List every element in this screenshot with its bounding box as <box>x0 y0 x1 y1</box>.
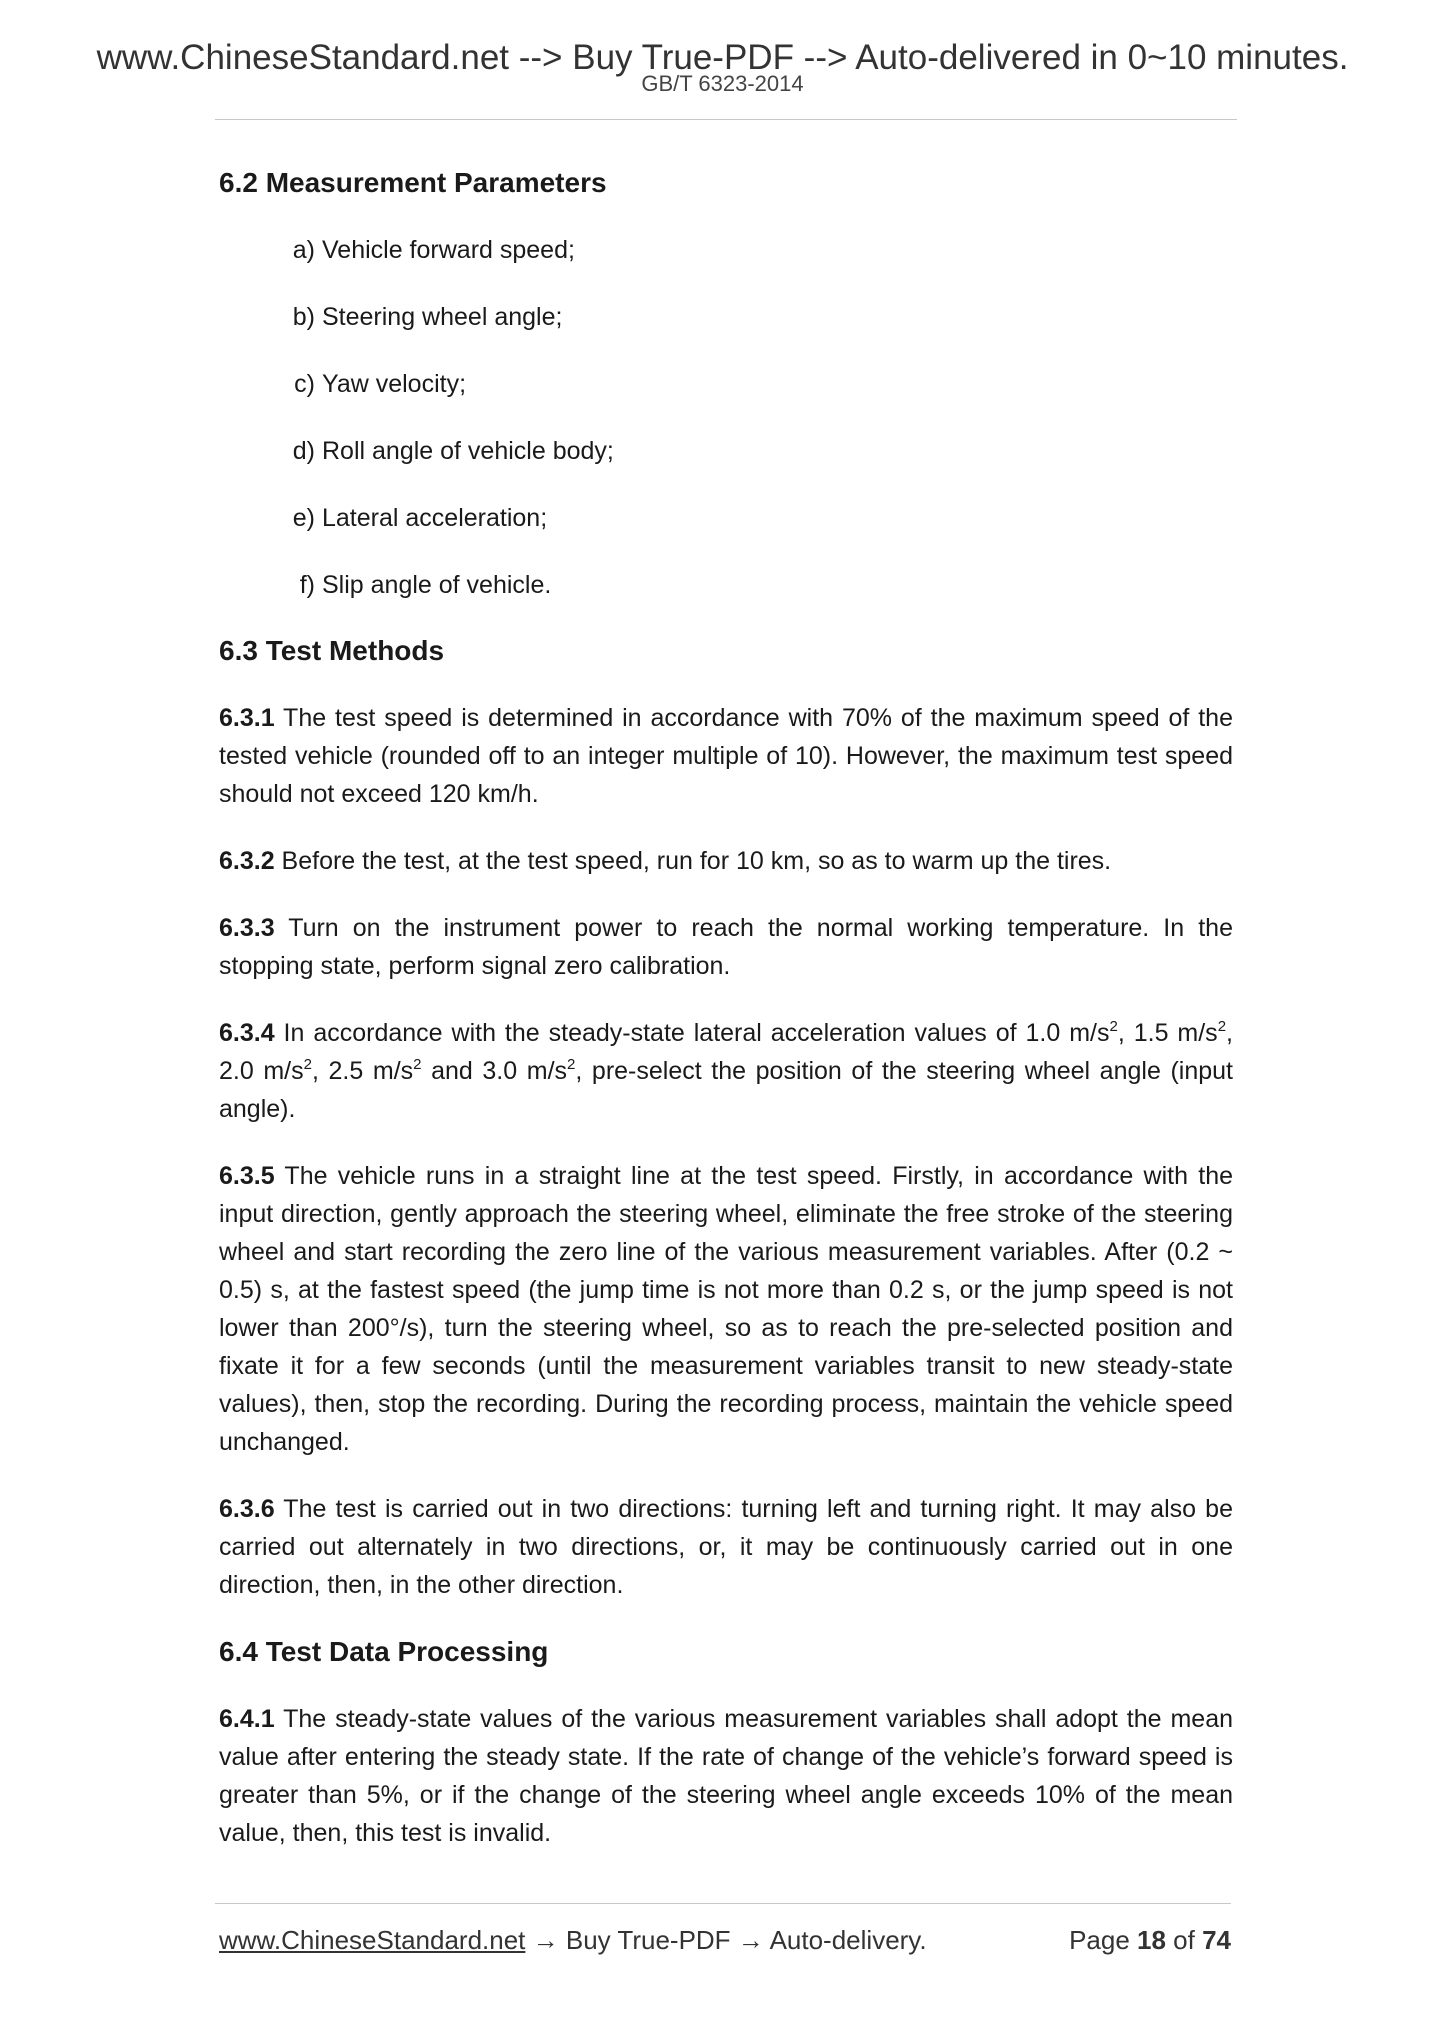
header-banner: www.ChineseStandard.net --> Buy True-PDF --> Auto-delivered in 0~10 minutes. <box>96 38 1349 77</box>
list-item-text: Steering wheel angle; <box>322 303 563 331</box>
clause-text: Before the test, at the test speed, run for 10 km, so as to warm up the tires. <box>274 847 1112 875</box>
clause-text: The steady-state values of the various measurement variables shall adopt the mean value after entering the steady state. If the rate of change of the vehicle’s forward speed is greater than 5%, or if the change of the steering wheel angle exceeds 10% of the mean value, then, this test is invalid. <box>219 1705 1233 1847</box>
clause-number: 6.3.3 <box>219 914 275 942</box>
list-marker: e) <box>292 504 315 532</box>
superscript: 2 <box>1109 1018 1118 1035</box>
clause-text: , pre-select the position of the steering wheel angle (input angle). <box>219 1057 1233 1123</box>
clause-6-3-3 <box>219 909 1233 985</box>
clause-6-4-1 <box>219 1700 1233 1852</box>
page-number: 18 <box>1137 1925 1166 1955</box>
of-label: of <box>1165 1925 1203 1955</box>
superscript: 2 <box>567 1056 576 1073</box>
clause-6-3-5 <box>219 1157 1233 1461</box>
list-item <box>219 432 1233 470</box>
clause-text: , 2.5 m/s <box>311 1057 414 1085</box>
clause-text: The test speed is determined in accordance with 70% of the maximum speed of the tested vehicle (rounded off to an integer multiple of 10). However, the maximum test speed should not exceed 120 km/h. <box>219 704 1233 808</box>
list-item <box>219 231 1233 269</box>
measurement-parameter-list <box>219 231 1233 604</box>
list-marker: f) <box>299 571 315 599</box>
list-marker: b) <box>292 303 315 331</box>
clause-number: 6.4.1 <box>219 1705 275 1733</box>
clause-text: and 3.0 m/s <box>421 1057 568 1085</box>
list-item-text: Yaw velocity; <box>322 370 467 398</box>
clause-6-3-6 <box>219 1490 1233 1604</box>
header-divider <box>215 119 1237 120</box>
list-item-text: Lateral acceleration; <box>322 504 548 532</box>
superscript: 2 <box>1217 1018 1227 1035</box>
section-heading-6-2: 6.2 Measurement Parameters <box>219 167 607 198</box>
clause-6-3-1 <box>219 699 1233 813</box>
page-footer <box>219 1922 1231 1958</box>
standard-code: GB/T 6323-2014 <box>641 71 804 96</box>
list-item-text: Slip angle of vehicle. <box>322 571 552 599</box>
section-heading-6-4: 6.4 Test Data Processing <box>219 1636 549 1667</box>
clause-text: The vehicle runs in a straight line at the test speed. Firstly, in accordance with the input direction, gently approach the steering wheel, eliminate the free stroke of the steering wheel and start recording the zero line of the various measurement variables. After (0.2 ~ 0.5) s, at the fastest speed (the jump time is not more than 0.2 s, or the jump speed is not lower than 200°/s), turn the steering wheel, so as to reach the pre-selected position and fixate it for a few seconds (until the measurement variables transit to new steady-state values), then, stop the recording. During the recording process, maintain the vehicle speed unchanged. <box>219 1162 1233 1456</box>
list-marker: c) <box>294 370 315 398</box>
clause-text: , 1.5 m/s <box>1117 1019 1218 1047</box>
clause-text: The test is carried out in two directions: turning left and turning right. It may also be carried out alternately in two directions, or, it may be continuously carried out in one direction, then, in the other direction. <box>219 1495 1233 1599</box>
clause-number: 6.3.5 <box>219 1162 275 1190</box>
clause-number: 6.3.2 <box>219 847 275 875</box>
clause-text: , 2.0 m/s <box>219 1019 1233 1085</box>
footer-divider <box>215 1903 1231 1904</box>
list-item <box>219 298 1233 336</box>
page-total: 74 <box>1202 1925 1231 1955</box>
clause-text: In accordance with the steady-state lateral acceleration values of 1.0 m/s <box>274 1019 1110 1047</box>
page-indicator <box>1069 1922 1231 1958</box>
superscript: 2 <box>413 1056 422 1073</box>
clause-number: 6.3.6 <box>219 1495 275 1523</box>
list-item <box>219 566 1233 604</box>
list-item-text: Vehicle forward speed; <box>322 236 575 264</box>
clause-number: 6.3.4 <box>219 1019 275 1047</box>
footer-promo-text: → Buy True-PDF → Auto-delivery. <box>525 1925 927 1955</box>
clause-6-3-2 <box>219 842 1233 880</box>
page-label: Page <box>1069 1925 1138 1955</box>
list-item-text: Roll angle of vehicle body; <box>322 437 614 465</box>
superscript: 2 <box>303 1056 312 1073</box>
list-item <box>219 365 1233 403</box>
list-item <box>219 499 1233 537</box>
list-marker: d) <box>292 437 315 465</box>
page-body <box>219 160 1233 1852</box>
clause-number: 6.3.1 <box>219 704 275 732</box>
list-marker: a) <box>292 236 315 264</box>
footer-website-link[interactable]: www.ChineseStandard.net <box>219 1925 526 1955</box>
section-heading-6-3: 6.3 Test Methods <box>219 635 445 666</box>
clause-text: Turn on the instrument power to reach the normal working temperature. In the stopping state, perform signal zero calibration. <box>219 914 1233 980</box>
clause-6-3-4 <box>219 1014 1233 1128</box>
footer-promo <box>219 1922 927 1958</box>
